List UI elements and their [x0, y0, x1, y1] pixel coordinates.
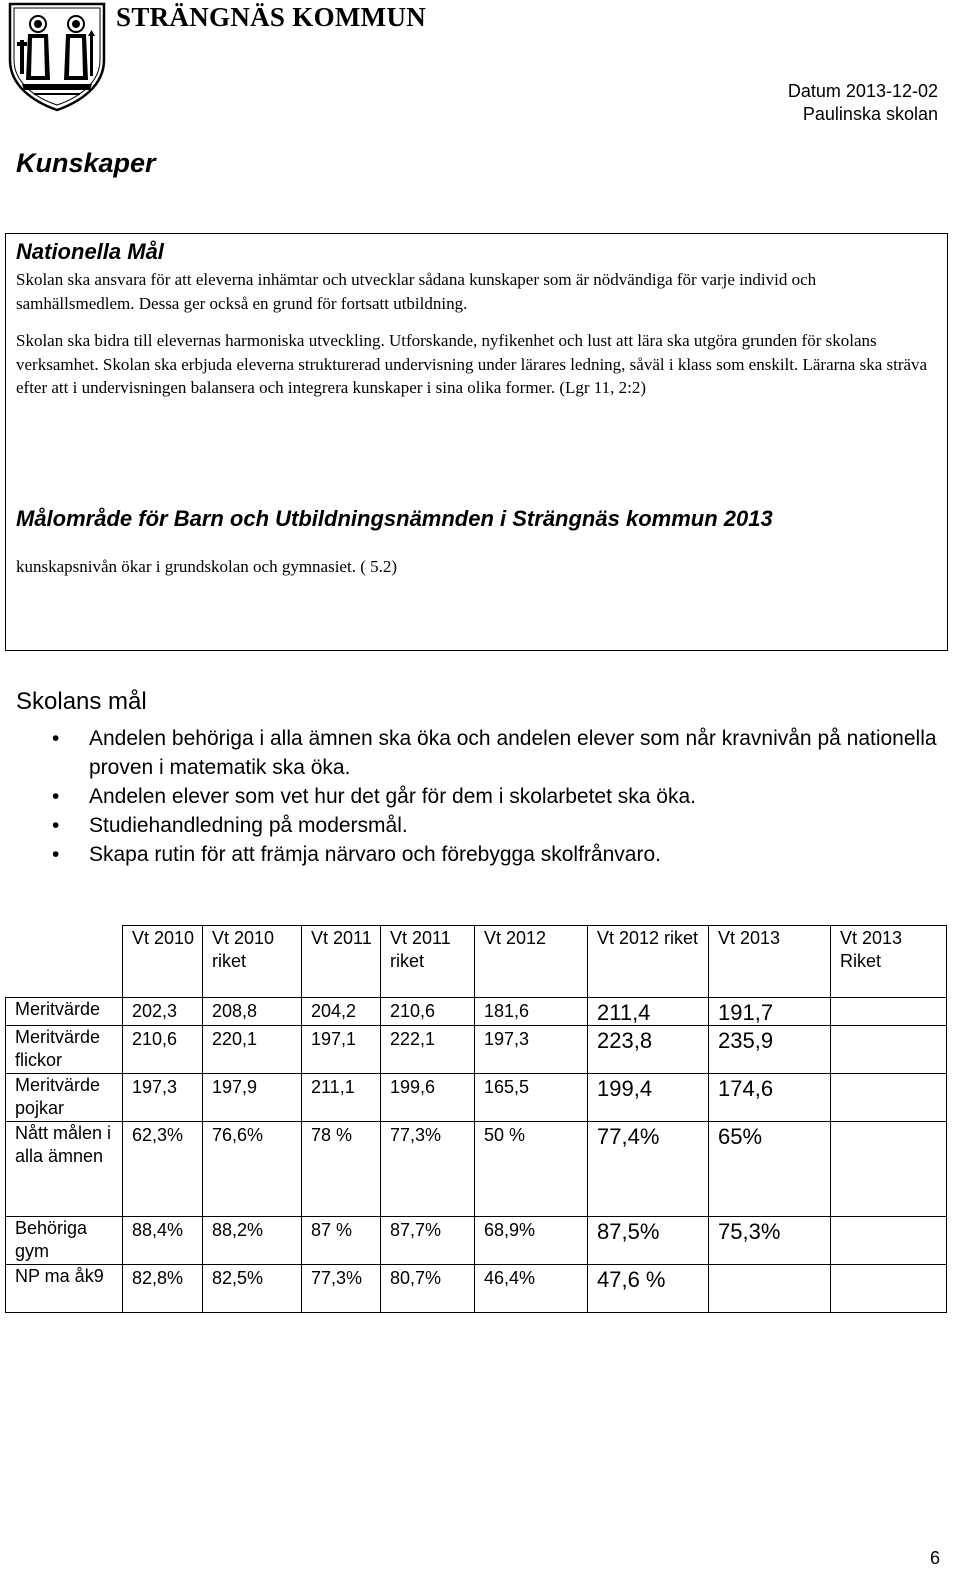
national-goals-body	[16, 268, 931, 400]
coat-of-arms-icon	[4, 2, 110, 112]
school-goals-list	[48, 724, 948, 869]
table-row	[6, 998, 947, 1026]
school-name: Paulinska skolan	[802, 104, 938, 124]
table-cell: 76,6%	[203, 1122, 302, 1217]
table-cell: 199,6	[381, 1074, 475, 1122]
table-cell: 210,6	[381, 998, 475, 1026]
table-cell	[709, 1265, 831, 1313]
table-cell: 197,9	[203, 1074, 302, 1122]
table-cell: 204,2	[302, 998, 381, 1026]
table-cell: 65%	[709, 1122, 831, 1217]
table-cell: 197,3	[123, 1074, 203, 1122]
table-cell	[831, 1074, 947, 1122]
table-row	[6, 1074, 947, 1122]
table-cell: 211,4	[588, 998, 709, 1026]
table-cell: 235,9	[709, 1026, 831, 1074]
table-cell: 191,7	[709, 998, 831, 1026]
national-goals-title: Nationella Mål	[16, 239, 164, 264]
table-cell: 87,7%	[381, 1217, 475, 1265]
results-table	[5, 925, 947, 1313]
table-cell: 223,8	[588, 1026, 709, 1074]
table-header-row	[6, 926, 947, 998]
table-header-cell: Vt 2012 riket	[588, 926, 709, 998]
table-cell	[831, 1265, 947, 1313]
table-cell: 181,6	[475, 998, 588, 1026]
table-cell: 197,3	[475, 1026, 588, 1074]
table-cell: 208,8	[203, 998, 302, 1026]
list-item: • Skapa rutin för att främja närvaro och förebygga skolfrånvaro.	[48, 840, 948, 869]
table-header-cell: Vt 2011 riket	[381, 926, 475, 998]
table-cell: 46,4%	[475, 1265, 588, 1313]
table-cell: 88,2%	[203, 1217, 302, 1265]
list-item: • Andelen behöriga i alla ämnen ska öka och andelen elever som når kravnivån på nationella proven i matematik ska öka.	[48, 724, 948, 782]
table-header-cell	[6, 926, 123, 998]
table-header-cell: Vt 2013	[709, 926, 831, 998]
table-row	[6, 1026, 947, 1074]
row-label: Meritvärde pojkar	[6, 1074, 123, 1122]
table-header-cell: Vt 2010	[123, 926, 203, 998]
table-cell: 77,3%	[302, 1265, 381, 1313]
table-cell	[831, 1122, 947, 1217]
table-header-cell: Vt 2010 riket	[203, 926, 302, 998]
list-item: • Andelen elever som vet hur det går för dem i skolarbetet ska öka.	[48, 782, 948, 811]
table-cell: 47,6 %	[588, 1265, 709, 1313]
row-label: Behöriga gym	[6, 1217, 123, 1265]
table-row	[6, 1217, 947, 1265]
table-cell: 220,1	[203, 1026, 302, 1074]
national-goals-paragraph: Skolan ska bidra till elevernas harmoniska utveckling. Utforskande, nyfikenhet och lust att lära ska utgöra grunden för skolans verksamhet. Skolan ska erbjuda eleverna strukturerad undervisning under lärares ledning, såväl i klass som enskilt. Lärarna ska sträva efter att i undervisningen balansera och integrera kunskaper i sina olika former. (Lgr 11, 2:2)	[16, 331, 928, 397]
organization-name: STRÄNGNÄS KOMMUN	[116, 2, 427, 32]
target-area-title: Målområde för Barn och Utbildningsnämnden i Strängnäs kommun 2013	[16, 506, 773, 531]
table-cell: 82,8%	[123, 1265, 203, 1313]
row-label: Nått målen i alla ämnen	[6, 1122, 123, 1217]
table-cell: 62,3%	[123, 1122, 203, 1217]
goals-frame	[5, 233, 948, 651]
table-cell	[831, 998, 947, 1026]
table-cell: 50 %	[475, 1122, 588, 1217]
document-meta	[788, 80, 938, 126]
table-header-cell: Vt 2013 Riket	[831, 926, 947, 998]
page-title: Kunskaper	[16, 148, 156, 178]
table-cell: 199,4	[588, 1074, 709, 1122]
table-header-cell: Vt 2012	[475, 926, 588, 998]
table-row	[6, 1265, 947, 1313]
table-cell: 174,6	[709, 1074, 831, 1122]
table-cell: 82,5%	[203, 1265, 302, 1313]
table-cell: 87 %	[302, 1217, 381, 1265]
table-cell: 78 %	[302, 1122, 381, 1217]
table-cell: 75,3%	[709, 1217, 831, 1265]
table-cell: 165,5	[475, 1074, 588, 1122]
table-cell	[831, 1217, 947, 1265]
table-cell: 197,1	[302, 1026, 381, 1074]
table-cell	[831, 1026, 947, 1074]
row-label: Meritvärde flickor	[6, 1026, 123, 1074]
table-cell: 222,1	[381, 1026, 475, 1074]
target-area-text: kunskapsnivån ökar i grundskolan och gymnasiet. ( 5.2)	[16, 557, 398, 576]
table-header-cell: Vt 2011	[302, 926, 381, 998]
table-cell: 68,9%	[475, 1217, 588, 1265]
table-cell: 202,3	[123, 998, 203, 1026]
table-cell: 87,5%	[588, 1217, 709, 1265]
list-item: • Studiehandledning på modersmål.	[48, 811, 948, 840]
table-cell: 77,3%	[381, 1122, 475, 1217]
school-goals-title: Skolans mål	[16, 688, 147, 715]
table-cell: 211,1	[302, 1074, 381, 1122]
table-row	[6, 1122, 947, 1217]
table-cell: 77,4%	[588, 1122, 709, 1217]
table-cell: 210,6	[123, 1026, 203, 1074]
row-label: NP ma åk9	[6, 1265, 123, 1313]
document-date: Datum 2013-12-02	[787, 81, 938, 101]
national-goals-paragraph: Skolan ska ansvara för att eleverna inhämtar och utvecklar sådana kunskaper som är nödvändiga för varje individ och samhällsmedlem. Dessa ger också en grund för fortsatt utbildning.	[16, 270, 817, 313]
row-label: Meritvärde	[6, 998, 123, 1026]
page-number: 6	[929, 1548, 940, 1568]
table-cell: 88,4%	[123, 1217, 203, 1265]
table-cell: 80,7%	[381, 1265, 475, 1313]
